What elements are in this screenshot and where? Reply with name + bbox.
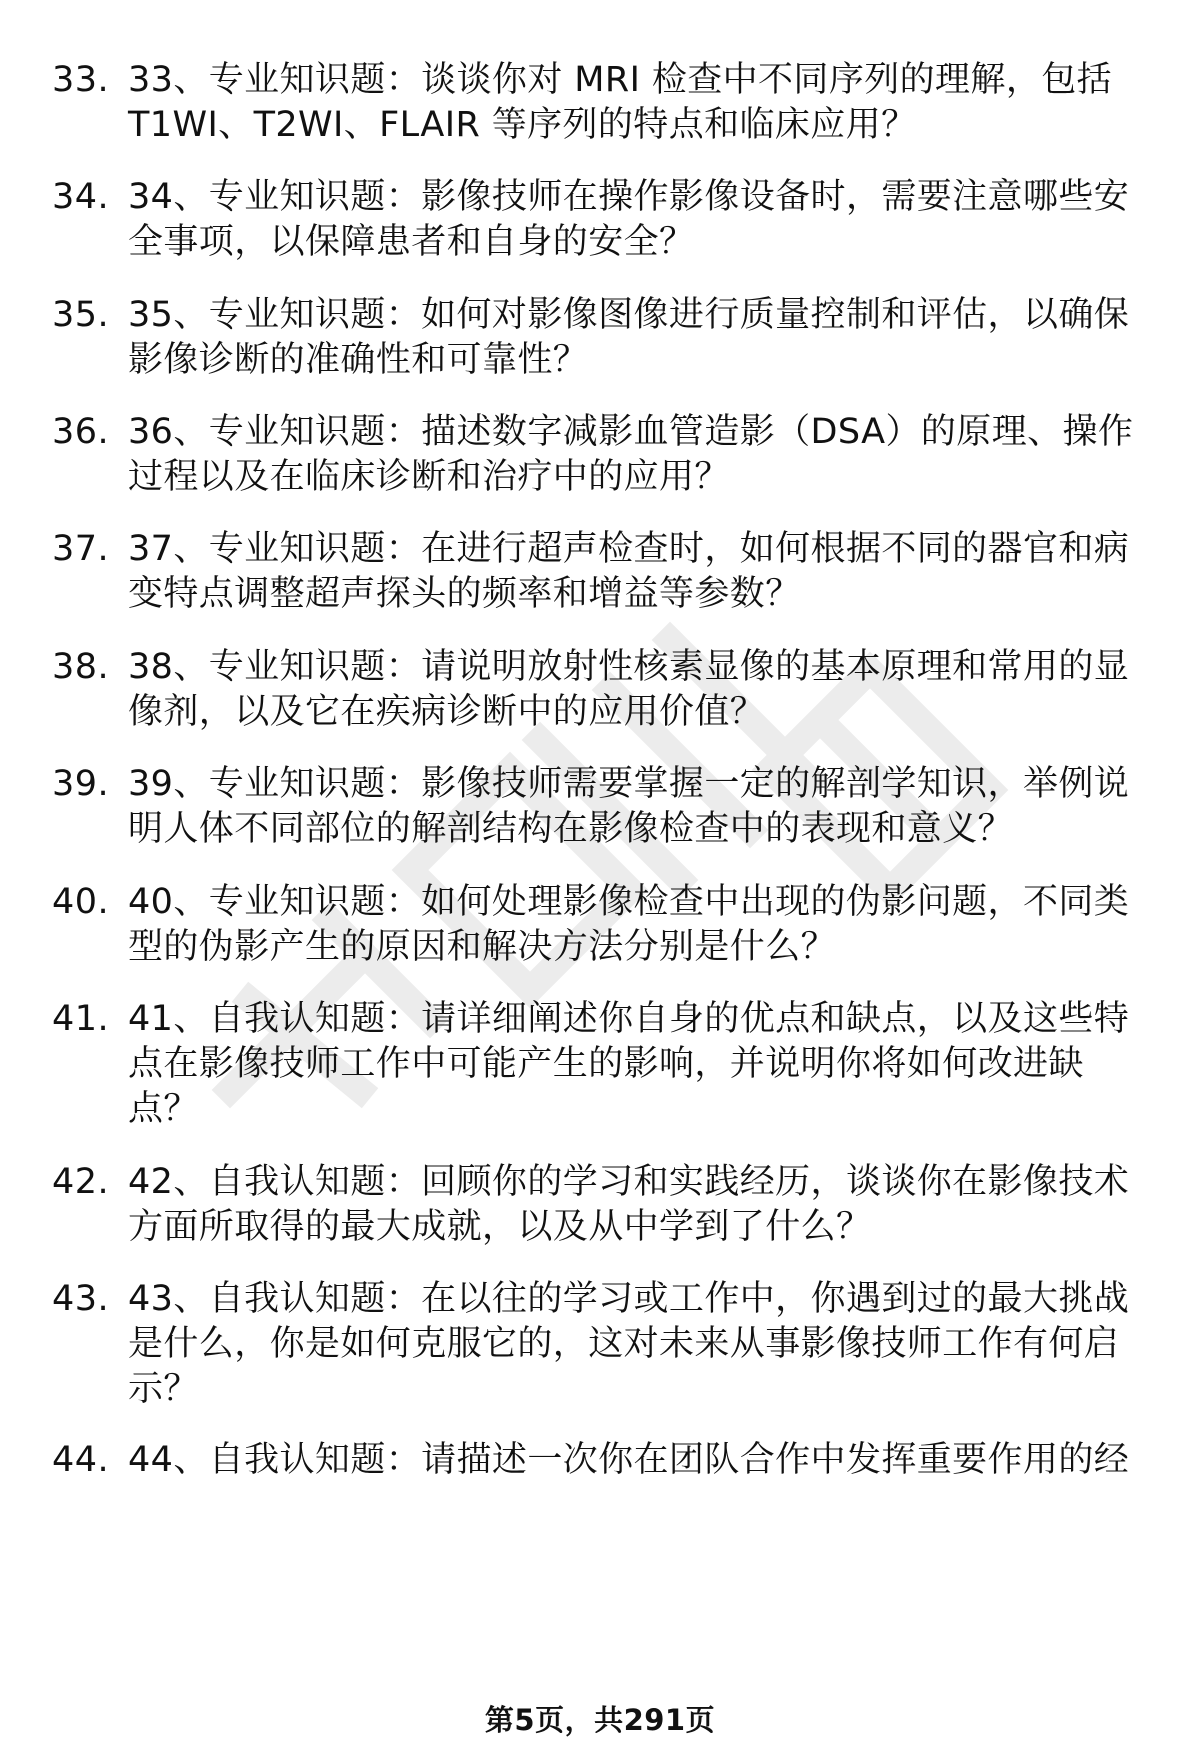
- question-item-41: [52, 997, 1162, 1132]
- question-text: 35、专业知识题：如何对影像图像进行质量控制和评估，以确保影像诊断的准确性和可靠性？: [128, 295, 1130, 380]
- question-item-44: [52, 1438, 1162, 1483]
- question-text: 37、专业知识题：在进行超声检查时，如何根据不同的器官和病变特点调整超声探头的频率和增益等参数？: [128, 529, 1130, 614]
- question-number: 44.: [52, 1440, 110, 1480]
- page-footer: 第5页，共291页: [484, 1703, 716, 1737]
- question-item-34: [52, 175, 1162, 265]
- question-text: 34、专业知识题：影像技师在操作影像设备时，需要注意哪些安全事项，以保障患者和自身的安全？: [128, 177, 1130, 262]
- question-item-35: [52, 293, 1162, 383]
- question-text: 38、专业知识题：请说明放射性核素显像的基本原理和常用的显像剂，以及它在疾病诊断中的应用价值？: [128, 647, 1130, 732]
- question-text: 44、自我认知题：请描述一次你在团队合作中发挥重要作用的经: [128, 1440, 1130, 1480]
- question-item-38: [52, 645, 1162, 735]
- question-number: 35.: [52, 295, 110, 335]
- question-item-40: [52, 880, 1162, 970]
- question-number: 41.: [52, 999, 110, 1039]
- question-text: 36、专业知识题：描述数字减影血管造影（DSA）的原理、操作过程以及在临床诊断和治疗中的应用？: [128, 412, 1134, 497]
- question-text: 39、专业知识题：影像技师需要掌握一定的解剖学知识，举例说明人体不同部位的解剖结构在影像检查中的表现和意义？: [128, 764, 1130, 849]
- question-item-33: [52, 58, 1162, 148]
- question-number: 37.: [52, 529, 110, 569]
- question-item-42: [52, 1160, 1162, 1250]
- question-number: 34.: [52, 177, 110, 217]
- question-item-39: [52, 762, 1162, 852]
- question-text: 33、专业知识题：谈谈你对 MRI 检查中不同序列的理解，包括 T1WI、T2WI、FLAIR 等序列的特点和临床应用？: [128, 60, 1113, 145]
- question-number: 43.: [52, 1279, 110, 1319]
- question-text: 43、自我认知题：在以往的学习或工作中，你遇到过的最大挑战是什么，你是如何克服它的，这对未来从事影像技师工作有何启示？: [128, 1279, 1130, 1409]
- question-number: 38.: [52, 647, 110, 687]
- question-number: 42.: [52, 1162, 110, 1202]
- question-number: 33.: [52, 60, 110, 100]
- question-text: 42、自我认知题：回顾你的学习和实践经历，谈谈你在影像技术方面所取得的最大成就，以及从中学到了什么？: [128, 1162, 1130, 1247]
- question-text: 41、自我认知题：请详细阐述你自身的优点和缺点，以及这些特点在影像技师工作中可能产生的影响，并说明你将如何改进缺点？: [128, 999, 1130, 1129]
- question-item-37: [52, 527, 1162, 617]
- question-number: 40.: [52, 882, 110, 922]
- question-number: 39.: [52, 764, 110, 804]
- question-text: 40、专业知识题：如何处理影像检查中出现的伪影问题，不同类型的伪影产生的原因和解决方法分别是什么？: [128, 882, 1130, 967]
- question-item-43: [52, 1277, 1162, 1412]
- question-item-36: [52, 410, 1162, 500]
- question-number: 36.: [52, 412, 110, 452]
